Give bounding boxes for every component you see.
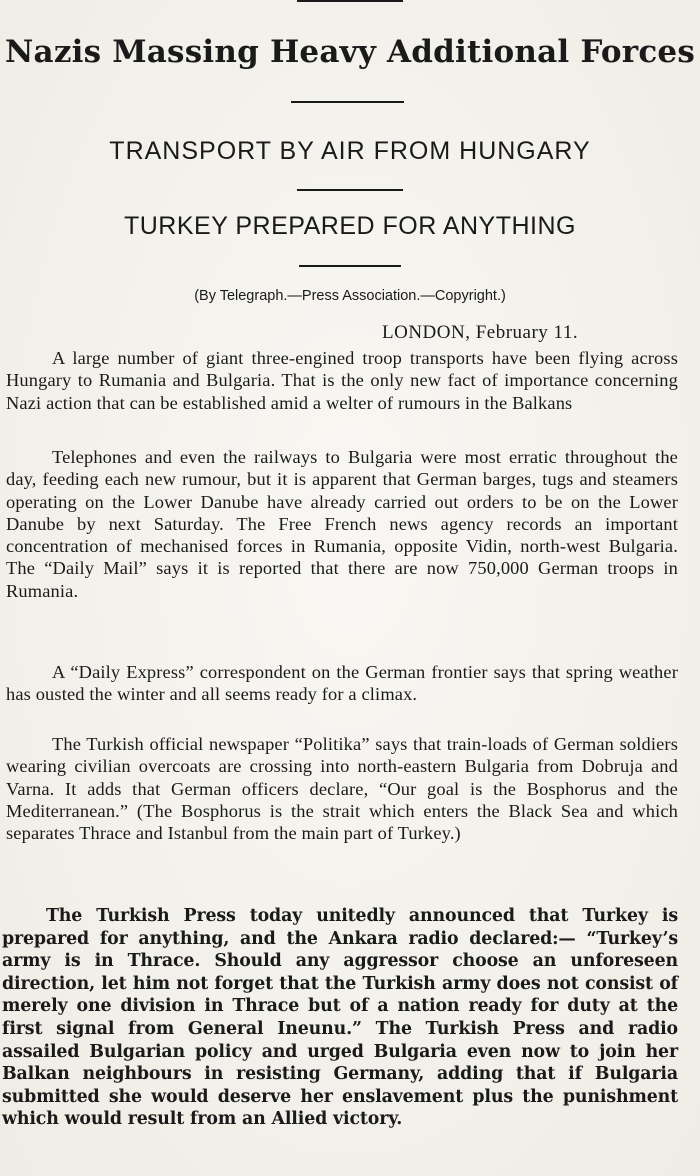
divider-rule-2 bbox=[297, 189, 403, 191]
article-paragraph-4 bbox=[6, 733, 678, 844]
article-paragraph-3 bbox=[6, 661, 678, 706]
subheadline-transport: TRANSPORT BY AIR FROM HUNGARY bbox=[109, 137, 591, 165]
top-rule bbox=[297, 0, 403, 2]
article-paragraph-2 bbox=[6, 446, 678, 602]
divider-rule-1 bbox=[291, 101, 404, 103]
paragraph-text: The Turkish official newspaper “Politika” says that train-loads of German soldiers wearing civilian overcoats are crossing into north-eastern Bulgaria from Dobruja and Varna. It adds that German officers declare, “Our goal is the Bosphorus and the Mediterranean.” (The Bosphorus is the strait which enters the Black Sea and which separates Thrace and Istanbul from the main part of Turkey.) bbox=[6, 734, 678, 844]
dateline: LONDON, February 11. bbox=[382, 322, 579, 343]
paragraph-text: A “Daily Express” correspondent on the German frontier says that spring weather has ousted the winter and all seems ready for a climax. bbox=[6, 662, 678, 705]
subheadline-turkey: TURKEY PREPARED FOR ANYTHING bbox=[123, 212, 577, 240]
headline: Nazis Massing Heavy Additional Forces bbox=[5, 34, 695, 70]
article-paragraph-1 bbox=[6, 347, 678, 414]
byline-credit: (By Telegraph.—Press Association.—Copyright.) bbox=[194, 288, 506, 304]
divider-rule-3 bbox=[299, 265, 401, 267]
paragraph-text: A large number of giant three-engined troop transports have been flying across Hungary to Rumania and Bulgaria. That is the only new fact of importance concerning Nazi action that can be established amid a welter of rumours in the Balkans bbox=[6, 348, 678, 413]
article-paragraph-5-bold bbox=[2, 905, 678, 1131]
paragraph-text: Telephones and even the railways to Bulgaria were most erratic throughout the day, feeding each new rumour, but it is apparent that German barges, tugs and steamers operating on the Lower Danube have already carried out orders to be on the Lower Danube by next Saturday. The Free French news agency records an important concentration of mechanised forces in Rumania, opposite Vidin, north-west Bulgaria. The “Daily Mail” says it is reported that there are now 750,000 German troops in Rumania. bbox=[6, 447, 678, 601]
paragraph-text: The Turkish Press today unitedly announced that Turkey is prepared for anything, and the Ankara radio declared:— “Turkey’s army is in Thrace. Should any aggressor choose an unforeseen direction, let him not forget that the Turkish army does not consist of merely one division in Thrace but of a nation ready for duty at the first signal from General Ineunu.” The Turkish Press and radio assailed Bulgarian policy and urged Bulgaria even now to join her Balkan neighbours in resisting Germany, adding that if Bulgaria submitted she would deserve her enslavement plus the punishment which would result from an Allied victory. bbox=[2, 906, 678, 1130]
